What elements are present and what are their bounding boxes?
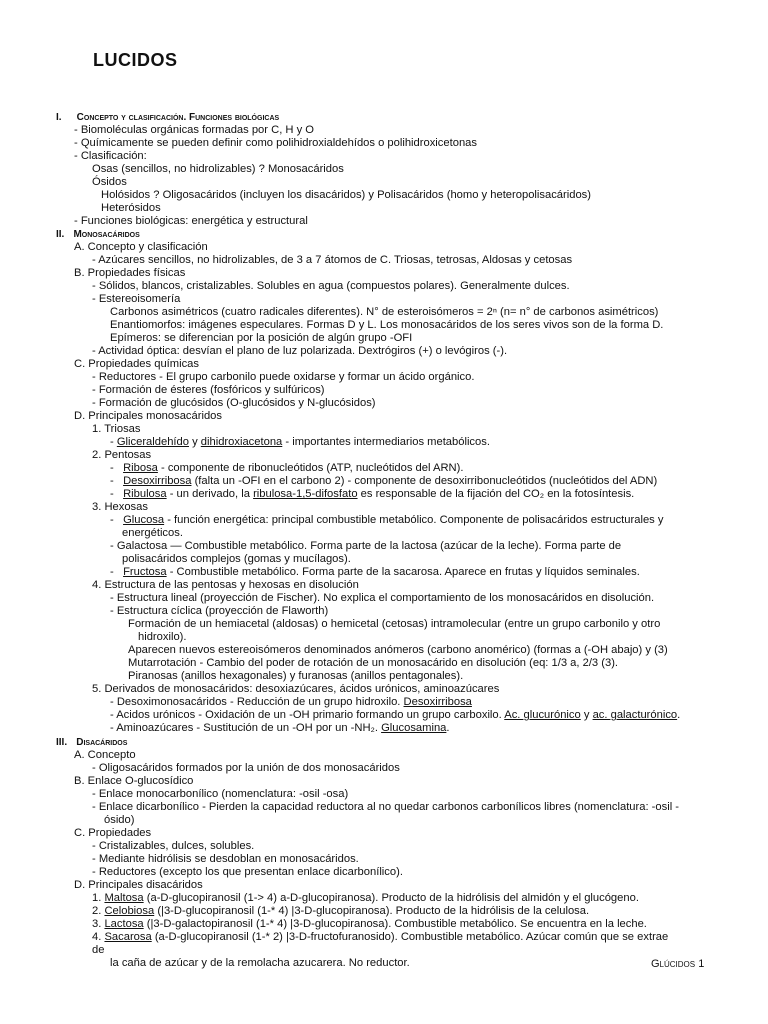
section-title: Concepto y clasificación. Funciones biológicas [76, 112, 280, 123]
term-ribulosa: Ribulosa [123, 488, 167, 500]
section-3-heading [56, 736, 127, 749]
text-line: Aparecen nuevos estereoisómeros denominados anómeros (carbono anomérico) (formas a (-OH abajo) y (3) [128, 644, 668, 656]
subsection-heading: C. Propiedades químicas [74, 358, 199, 370]
text-line: - Reductores - El grupo carbonilo puede oxidarse y formar un ácido orgánico. [92, 371, 475, 383]
term-ac-glucuronico: Ac. glucurónico [504, 709, 581, 721]
text-line: polisacáridos complejos (gomas y mucílagos). [122, 553, 351, 565]
text-line: - Estructura lineal (proyección de Fischer). No explica el comportamiento de los monosacáridos en disolución. [110, 592, 655, 604]
section-number: I. [56, 112, 62, 123]
text-line [110, 488, 634, 501]
text-line: Carbonos asimétricos (cuatro radicales diferentes). N° de esteroisómeros = 2ⁿ (n= n° de carbonos asimétricos) [110, 306, 659, 318]
text-line: la caña de azúcar y de la remolacha azucarera. No reductor. [110, 957, 410, 969]
text: (a-D-glucopiranosil (1-> 4) a-D-glucopiranosa). Producto de la hidrólisis del almidón y el glucógeno. [143, 892, 639, 904]
text-line: - Químicamente se pueden definir como polihidroxialdehídos o polihidroxicetonas [74, 137, 477, 149]
text-line: - Oligosacáridos formados por la unión de dos monosacáridos [92, 762, 400, 774]
text-line: de [92, 944, 105, 956]
text: - Aminoazúcares - Sustitución de un -OH por un -NH₂. [110, 722, 382, 734]
text-line: - Enlace monocarbonílico (nomenclatura: -osil -osa) [92, 788, 349, 800]
text: y [188, 436, 201, 448]
page-title: LUCIDOS [93, 50, 178, 70]
numbered-item: 2. Pentosas [92, 449, 152, 461]
subsection-heading: D. Principales monosacáridos [74, 410, 222, 422]
item-number: 3. [92, 918, 105, 930]
page-number: 1 [698, 958, 705, 970]
bullet: - [110, 475, 124, 487]
text-line: hidroxilo). [138, 631, 187, 643]
term-desoxirribosa: Desoxirribosa [123, 475, 192, 487]
subsection-heading: A. Concepto y clasificación [74, 241, 208, 253]
text-line: Epímeros: se diferencian por la posición de algún grupo -OFI [110, 332, 413, 344]
text-line: Heterósidos [101, 202, 161, 214]
text-line: - Clasificación: [74, 150, 147, 162]
text-line: - Estereoisomería [92, 293, 181, 305]
subsection-heading: C. Propiedades [74, 827, 152, 839]
text-line: - Reductores (excepto los que presentan enlace dicarbonílico). [92, 866, 403, 878]
text-line: - Formación de ésteres (fosfóricos y sulfúricos) [92, 384, 325, 396]
term-maltosa: Maltosa [104, 892, 144, 904]
text: - componente de ribonucleótidos (ATP, nucleótidos del ARN). [157, 462, 464, 474]
text: (|3-D-glucopiranosil (1-* 4) |3-D-glucopiranosa). Producto de la hidrólisis de la celulosa. [154, 905, 590, 917]
bullet: - [110, 436, 117, 448]
text: - importantes intermediarios metabólicos. [282, 436, 490, 448]
text: y [580, 709, 593, 721]
term-sacarosa: Sacarosa [104, 931, 152, 943]
text-line: - Sólidos, blancos, cristalizables. Solubles en agua (compuestos polares). Generalmente dulces. [92, 280, 570, 292]
footer-label: Glúcidos [651, 958, 696, 970]
item-number: 2. [92, 905, 105, 917]
text-line: - Cristalizables, dulces, solubles. [92, 840, 255, 852]
term-gliceraldehido: Gliceraldehído [116, 436, 189, 448]
item-number: 1. [92, 892, 105, 904]
numbered-item: 5. Derivados de monosacáridos: desoxiazúcares, ácidos urónicos, aminoazúcares [92, 683, 500, 695]
text-line: energéticos. [122, 527, 183, 539]
text: (|3-D-galactopiranosil (1-* 4) |3-D-glucopiranosa). Combustible metabólico. Se encuentra en la leche. [143, 918, 647, 930]
numbered-item [92, 918, 647, 931]
term-glucosa: Glucosa [123, 514, 165, 526]
text-line [110, 722, 450, 735]
text-line: Osas (sencillos, no hidrolizables) ? Monosacáridos [92, 163, 344, 175]
text-line: - Formación de glucósidos (O-glucósidos y N-glucósidos) [92, 397, 376, 409]
text-line: - Azúcares sencillos, no hidrolizables, de 3 a 7 átomos de C. Triosas, tetrosas, Aldosas y cetosas [92, 254, 573, 266]
section-title: Disacáridos [76, 737, 128, 748]
text: - función energética: principal combustible metabólico. Componente de polisacáridos estructurales y [164, 514, 664, 526]
text-line: - Biomoléculas orgánicas formadas por C, H y O [74, 124, 315, 136]
numbered-item: 3. Hexosas [92, 501, 148, 513]
text: (a-D-glucopiranosil (1-* 2) |3-D-fructofuranosido). Combustible metabólico. Azúcar común que se extrae [151, 931, 669, 943]
text: - Acidos urónicos - Oxidación de un -OH primario formando un grupo carboxilo. [110, 709, 505, 721]
term-glucosamina: Glucosamina [381, 722, 447, 734]
section-title: Monosacáridos [73, 229, 140, 240]
section-1-heading [56, 111, 279, 124]
text: - un derivado, la [166, 488, 254, 500]
numbered-item: 1. Triosas [92, 423, 141, 435]
subsection-heading: D. Principales disacáridos [74, 879, 203, 891]
text-line: - Mediante hidrólisis se desdoblan en monosacáridos. [92, 853, 359, 865]
bullet: - [110, 488, 124, 500]
page-footer [651, 958, 704, 970]
text-line: Holósidos ? Oligosacáridos (incluyen los disacáridos) y Polisacáridos (homo y heteropolisacáridos) [101, 189, 591, 201]
term-celobiosa: Celobiosa [104, 905, 155, 917]
term-ribosa: Ribosa [123, 462, 158, 474]
text: es responsable de la fijación del CO₂ en la fotosíntesis. [357, 488, 635, 500]
text-line: Formación de un hemiacetal (aldosas) o hemicetal (cetosas) intramolecular (entre un grupo carbonilo y otro [128, 618, 661, 630]
text-line: Mutarrotación - Cambio del poder de rotación de un monosacárido en disolución (eq: 1/3 a, 2/3 (3). [128, 657, 619, 669]
text-line: Ósidos [92, 176, 127, 188]
text-line: Piranosas (anillos hexagonales) y furanosas (anillos pentagonales). [128, 670, 464, 682]
numbered-item [92, 892, 639, 905]
term-fructosa: Fructosa [123, 566, 167, 578]
text: - Desoximonosacáridos - Reducción de un grupo hidroxilo. [110, 696, 404, 708]
text-line: - Funciones biológicas: energética y estructural [74, 215, 308, 227]
section-number: III. [56, 737, 68, 748]
subsection-heading: B. Enlace O-glucosídico [74, 775, 194, 787]
text: - Combustible metabólico. Forma parte de la sacarosa. Aparece en frutas y líquidos seminales. [166, 566, 640, 578]
section-number: II. [56, 229, 65, 240]
section-2-heading [56, 228, 140, 241]
text-line [110, 514, 663, 527]
text-line [110, 462, 463, 475]
subsection-heading: A. Concepto [74, 749, 136, 761]
text-line: Enantiomorfos: imágenes especulares. Formas D y L. Los monosacáridos de los seres vivos son de la forma D. [110, 319, 664, 331]
numbered-item [92, 931, 668, 944]
bullet: - [110, 462, 124, 474]
term-ac-galacturonico: ac. galacturónico [592, 709, 678, 721]
item-number: 4. [92, 931, 105, 943]
text-line [110, 566, 640, 579]
subsection-heading: B. Propiedades físicas [74, 267, 186, 279]
term-desoxirribosa: Desoxirribosa [403, 696, 472, 708]
numbered-item [92, 905, 589, 918]
text: . [677, 709, 681, 721]
term-dihidroxiacetona: dihidroxiacetona [200, 436, 283, 448]
text-line: ósido) [104, 814, 135, 826]
term-ribulosa-difosfato: ribulosa-1,5-difosfato [253, 488, 358, 500]
text-line [110, 436, 490, 449]
text-line: - Enlace dicarbonílico - Pierden la capacidad reductora al no quedar carbonos carbonílicos libres (nomenclatura: -osil - [92, 801, 680, 813]
bullet: - [110, 514, 124, 526]
numbered-item: 4. Estructura de las pentosas y hexosas en disolución [92, 579, 359, 591]
text: . [446, 722, 450, 734]
text-line [110, 696, 472, 709]
bullet: - [110, 566, 124, 578]
text-line [110, 475, 657, 488]
text-line: - Galactosa — Combustible metabólico. Forma parte de la lactosa (azúcar de la leche). Forma parte de [110, 540, 622, 552]
text-line: - Estructura cíclica (proyección de Flaworth) [110, 605, 329, 617]
text-line [110, 709, 680, 722]
text: (falta un -OFI en el carbono 2) - componente de desoxirribonucleótidos (nucleótidos del ADN) [191, 475, 658, 487]
term-lactosa: Lactosa [104, 918, 144, 930]
text-line: - Actividad óptica: desvían el plano de luz polarizada. Dextrógiros (+) o levógiros (-). [92, 345, 508, 357]
